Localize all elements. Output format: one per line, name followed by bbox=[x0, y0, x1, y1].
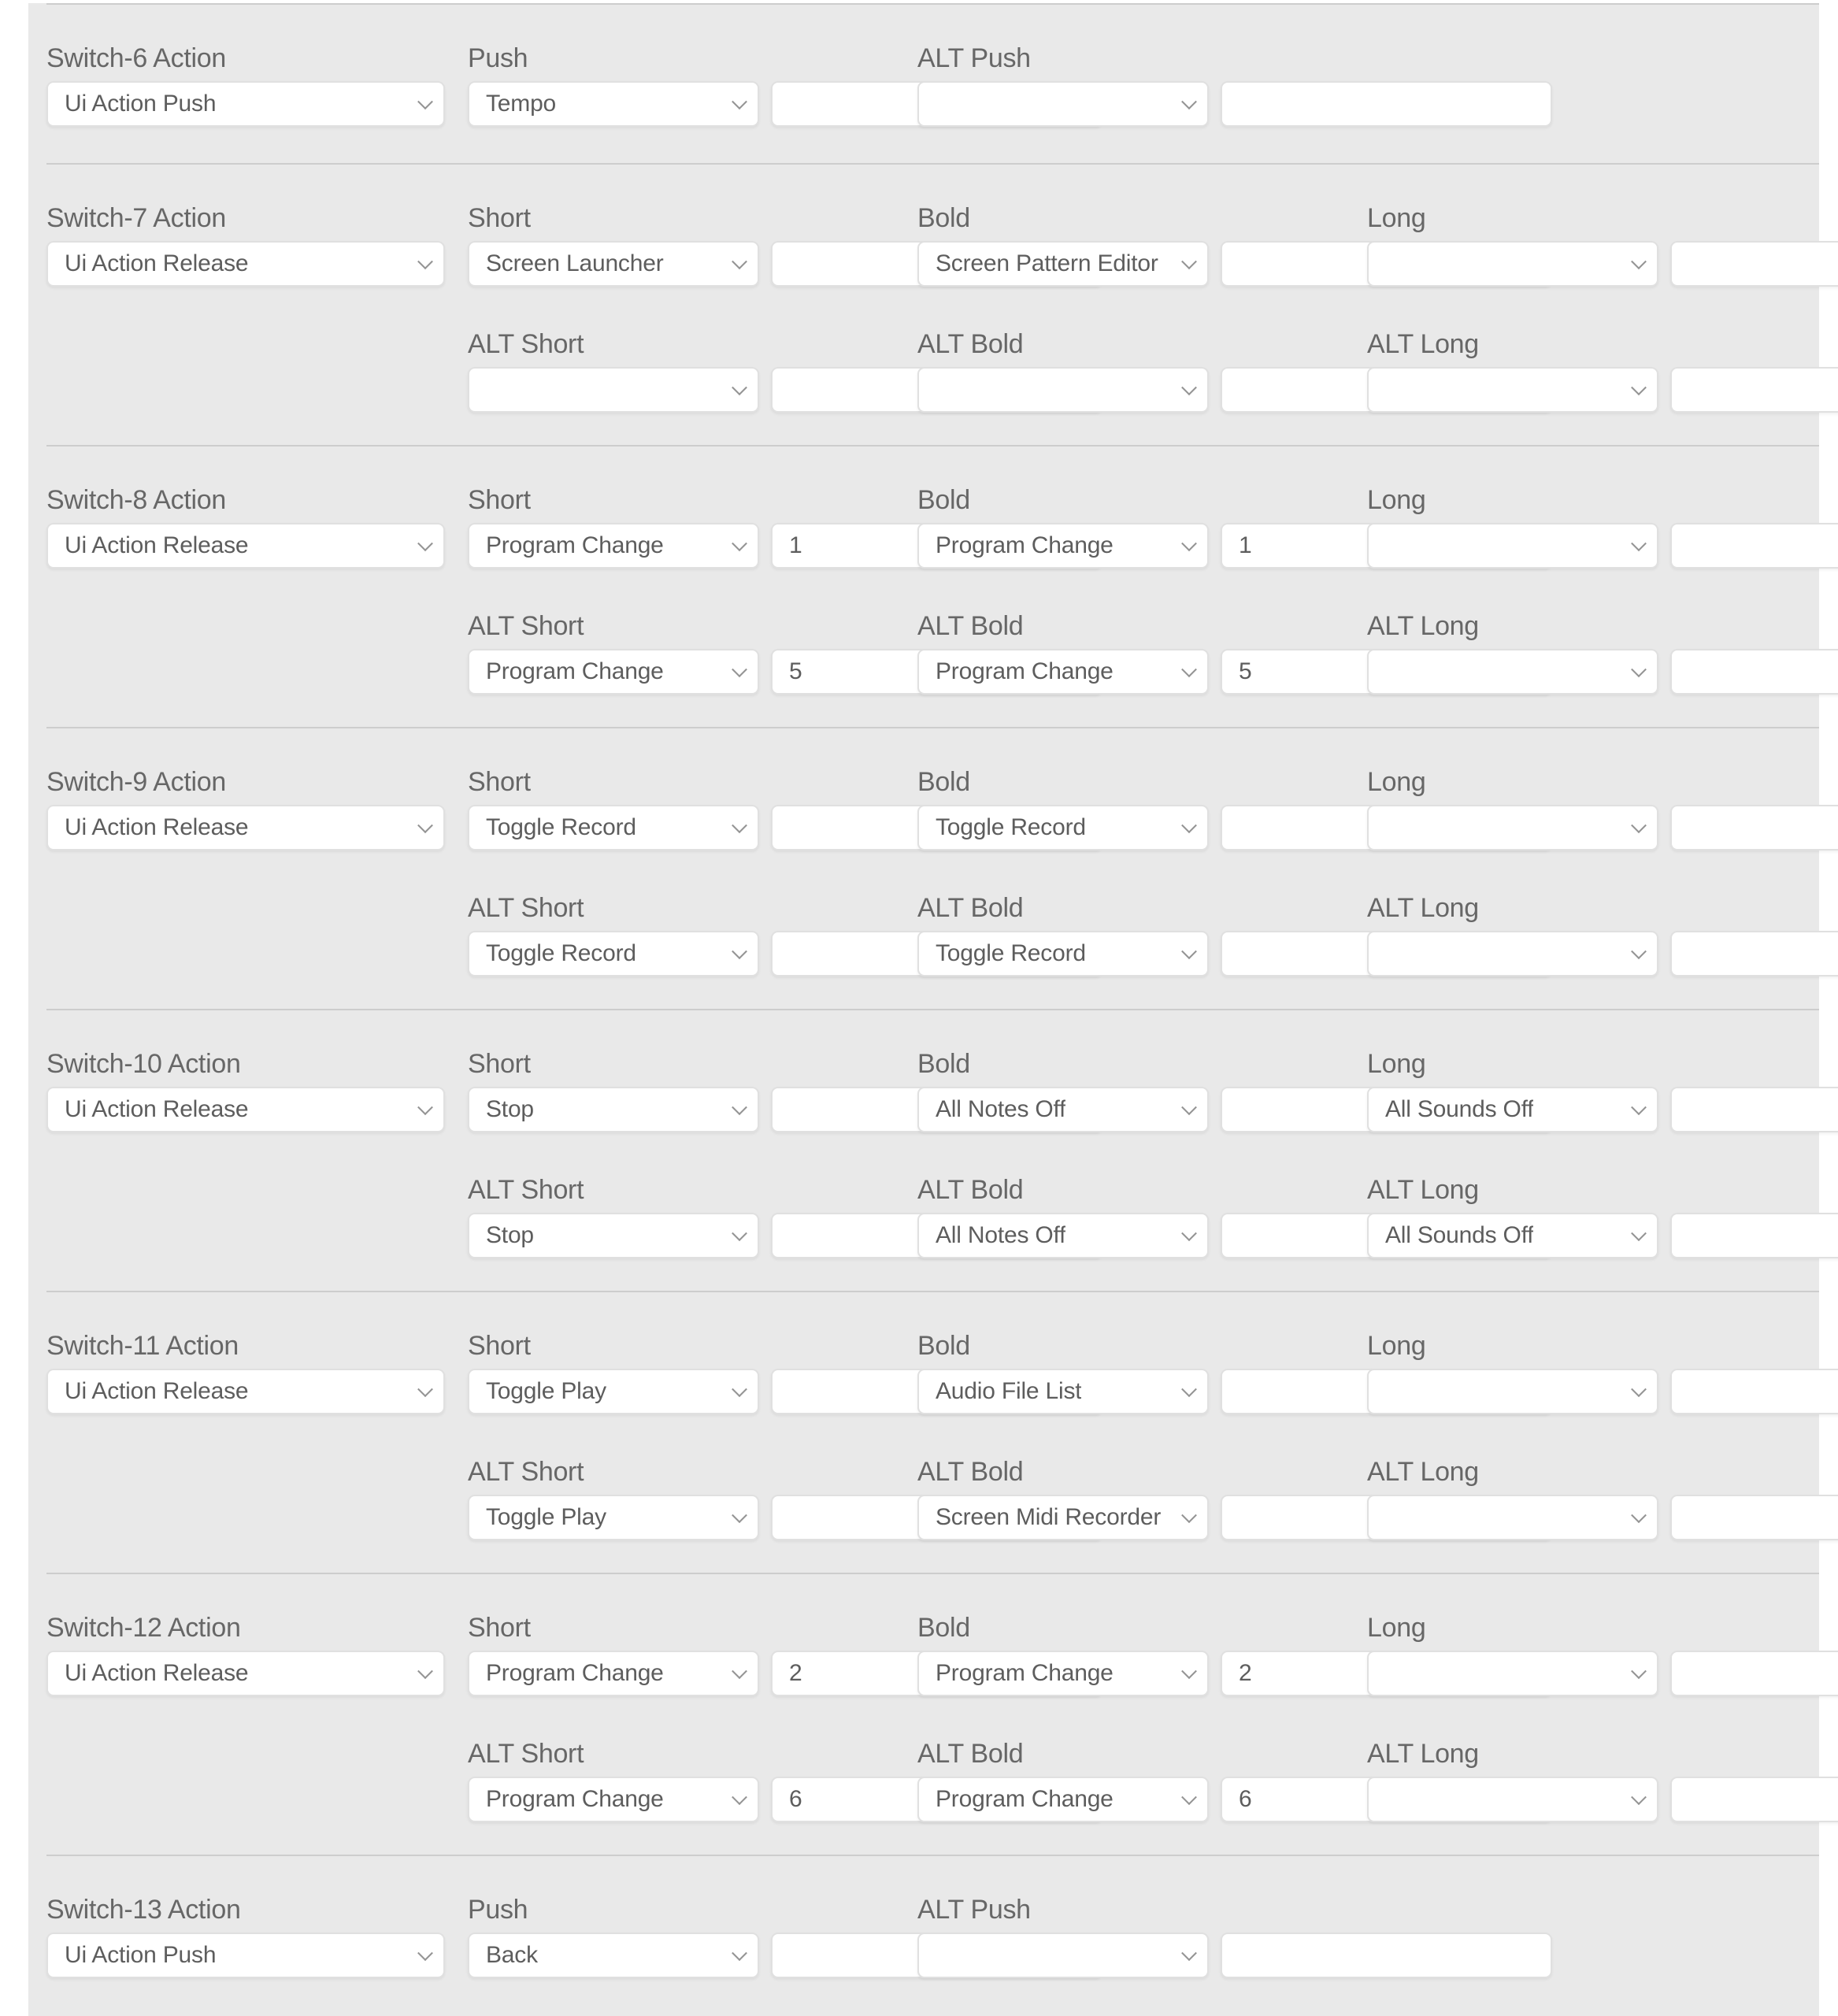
switch-10-action-alt-long-select[interactable] bbox=[1367, 1213, 1658, 1258]
chevron-down-icon bbox=[1631, 1225, 1647, 1241]
switch-7-action-bold-label: Bold bbox=[917, 203, 970, 233]
switch-7-action-long-label: Long bbox=[1367, 203, 1426, 233]
switch-11-action-alt-bold-label: ALT Bold bbox=[917, 1457, 1024, 1487]
switch-8-action-main-band bbox=[46, 484, 1794, 569]
switch-9-action-main-band bbox=[46, 765, 1794, 850]
switch-9-action-bold-label: Bold bbox=[917, 767, 970, 797]
switch-12-action-short-controls bbox=[468, 1651, 895, 1696]
switch-11-action-label: Switch-11 Action bbox=[46, 1331, 239, 1361]
switch-9-action-action-select[interactable] bbox=[46, 805, 445, 850]
chevron-down-icon bbox=[732, 662, 747, 677]
switch-6-action-push-label: Push bbox=[468, 43, 528, 73]
switch-12-action-alt-long-select[interactable] bbox=[1367, 1777, 1658, 1822]
switch-12-action-alt-bold-controls bbox=[917, 1777, 1344, 1822]
switch-11-action-action-select[interactable] bbox=[46, 1369, 445, 1414]
switch-6-action-action-selected-value: Ui Action Push bbox=[65, 91, 217, 117]
switch-13-action-alt-push-label: ALT Push bbox=[917, 1895, 1031, 1925]
switch-10-action-long-label: Long bbox=[1367, 1049, 1426, 1079]
switch-9-action-bold-controls bbox=[917, 805, 1344, 850]
switch-9-action-alt-bold-controls bbox=[917, 931, 1344, 976]
switch-8-action-alt-bold-label: ALT Bold bbox=[917, 611, 1024, 641]
switch-8-action-label: Switch-8 Action bbox=[46, 485, 226, 515]
switch-8-action-alt-short-controls bbox=[468, 649, 895, 695]
switch-12-action-short-selected-value: Program Change bbox=[486, 1660, 664, 1686]
switch-12-action-short-label: Short bbox=[468, 1613, 531, 1643]
switch-13-action-action-select[interactable] bbox=[46, 1933, 445, 1978]
chevron-down-icon bbox=[417, 1945, 433, 1961]
switch-13-action-push-controls bbox=[468, 1933, 895, 1978]
switch-12-action-short-select[interactable] bbox=[468, 1651, 759, 1696]
chevron-down-icon bbox=[417, 254, 433, 269]
chevron-down-icon bbox=[1631, 380, 1647, 395]
switch-12-action-bold-select[interactable] bbox=[917, 1651, 1209, 1696]
switch-8-action-alt-bold-select[interactable] bbox=[917, 649, 1209, 695]
switch-8-action-long-select[interactable] bbox=[1367, 523, 1658, 569]
switch-10-action-action-selected-value: Ui Action Release bbox=[65, 1096, 249, 1122]
switch-7-action-short-select[interactable] bbox=[468, 241, 759, 287]
switch-10-action-alt-long-label: ALT Long bbox=[1367, 1175, 1479, 1205]
switch-9-action-label: Switch-9 Action bbox=[46, 767, 226, 797]
switch-11-action-alt-long-number-input[interactable] bbox=[1670, 1495, 1838, 1540]
switch-12-action-action-select[interactable] bbox=[46, 1651, 445, 1696]
switch-12-action-action-selected-value: Ui Action Release bbox=[65, 1660, 249, 1686]
chevron-down-icon bbox=[732, 254, 747, 269]
switch-9-action-long-label: Long bbox=[1367, 767, 1426, 797]
switch-7-action-action-controls bbox=[46, 241, 445, 287]
switch-10-action-alt-bold-selected-value: All Notes Off bbox=[936, 1222, 1066, 1248]
switch-12-action-long-number-input[interactable] bbox=[1670, 1651, 1838, 1696]
switch-12-action-bold-label: Bold bbox=[917, 1613, 970, 1643]
switch-7-action-bold-controls bbox=[917, 241, 1344, 287]
switch-10-action-short-selected-value: Stop bbox=[486, 1096, 534, 1122]
switch-9-action-alt-short-select[interactable] bbox=[468, 931, 759, 976]
chevron-down-icon bbox=[732, 1225, 747, 1241]
switch-7-action-bold-select[interactable] bbox=[917, 241, 1209, 287]
switch-7-action-alt-bold-controls bbox=[917, 367, 1344, 413]
switch-12-action-alt-short-controls bbox=[468, 1777, 895, 1822]
switch-7-action-action-selected-value: Ui Action Release bbox=[65, 250, 249, 276]
switch-10-action-long-number-input[interactable] bbox=[1670, 1087, 1838, 1132]
switch-11-action-alt-long-controls bbox=[1367, 1495, 1794, 1540]
switch-12-action-long-select[interactable] bbox=[1367, 1651, 1658, 1696]
switch-11-action-alt-short-select[interactable] bbox=[468, 1495, 759, 1540]
switch-12-action-alt-bold-select[interactable] bbox=[917, 1777, 1209, 1822]
chevron-down-icon bbox=[732, 94, 747, 109]
switch-6-action-row bbox=[46, 3, 1819, 163]
switch-10-action-bold-selected-value: All Notes Off bbox=[936, 1096, 1066, 1122]
chevron-down-icon bbox=[417, 1099, 433, 1115]
switch-6-action-alt-push-controls bbox=[917, 81, 1344, 127]
chevron-down-icon bbox=[417, 1663, 433, 1679]
switch-10-action-short-label: Short bbox=[468, 1049, 531, 1079]
switch-13-action-action-controls bbox=[46, 1933, 445, 1978]
switch-10-action-label: Switch-10 Action bbox=[46, 1049, 241, 1079]
switch-12-action-long-controls bbox=[1367, 1651, 1794, 1696]
switch-8-action-alt-long-label: ALT Long bbox=[1367, 611, 1479, 641]
switch-12-action-alt-band bbox=[46, 1737, 1794, 1822]
switch-7-action-short-label: Short bbox=[468, 203, 531, 233]
switch-8-action-alt-long-select[interactable] bbox=[1367, 649, 1658, 695]
switch-6-action-alt-push-number-input[interactable] bbox=[1221, 81, 1552, 127]
switch-6-action-alt-push-label: ALT Push bbox=[917, 43, 1031, 73]
switch-8-action-long-label: Long bbox=[1367, 485, 1426, 515]
switch-9-action-bold-selected-value: Toggle Record bbox=[936, 814, 1086, 840]
switch-9-action-bold-select[interactable] bbox=[917, 805, 1209, 850]
switch-11-action-alt-bold-selected-value: Screen Midi Recorder bbox=[936, 1504, 1162, 1530]
switch-13-action-alt-push-number-input[interactable] bbox=[1221, 1933, 1552, 1978]
switch-actions-panel bbox=[28, 3, 1819, 2016]
switch-8-action-short-label: Short bbox=[468, 485, 531, 515]
chevron-down-icon bbox=[1181, 1099, 1197, 1115]
switch-8-action-action-select[interactable] bbox=[46, 523, 445, 569]
chevron-down-icon bbox=[1181, 94, 1197, 109]
switch-11-action-alt-band bbox=[46, 1455, 1794, 1540]
switch-10-action-long-select[interactable] bbox=[1367, 1087, 1658, 1132]
switch-11-action-long-label: Long bbox=[1367, 1331, 1426, 1361]
switch-7-action-long-controls bbox=[1367, 241, 1794, 287]
switch-7-action-short-selected-value: Screen Launcher bbox=[486, 250, 664, 276]
switch-11-action-long-select[interactable] bbox=[1367, 1369, 1658, 1414]
switch-9-action-long-controls bbox=[1367, 805, 1794, 850]
switch-11-action-bold-label: Bold bbox=[917, 1331, 970, 1361]
chevron-down-icon bbox=[1631, 943, 1647, 959]
switch-8-action-short-controls bbox=[468, 523, 895, 569]
switch-10-action-short-select[interactable] bbox=[468, 1087, 759, 1132]
switch-6-action-push-controls bbox=[468, 81, 895, 127]
chevron-down-icon bbox=[1181, 1789, 1197, 1805]
chevron-down-icon bbox=[732, 536, 747, 551]
switch-12-action-bold-selected-value: Program Change bbox=[936, 1660, 1114, 1686]
chevron-down-icon bbox=[732, 943, 747, 959]
switch-11-action-alt-long-label: ALT Long bbox=[1367, 1457, 1479, 1487]
switch-8-action-short-select[interactable] bbox=[468, 523, 759, 569]
switch-8-action-alt-short-label: ALT Short bbox=[468, 611, 584, 641]
switch-8-action-long-controls bbox=[1367, 523, 1794, 569]
switch-9-action-short-controls bbox=[468, 805, 895, 850]
switch-7-action-alt-long-controls bbox=[1367, 367, 1794, 413]
switch-7-action-label: Switch-7 Action bbox=[46, 203, 226, 233]
switch-12-action-alt-short-selected-value: Program Change bbox=[486, 1786, 664, 1812]
switch-6-action-push-select[interactable] bbox=[468, 81, 759, 127]
switch-11-action-alt-short-selected-value: Toggle Play bbox=[486, 1504, 606, 1530]
switch-10-action-bold-select[interactable] bbox=[917, 1087, 1209, 1132]
switch-13-action-push-label: Push bbox=[468, 1895, 528, 1925]
switch-11-action-action-selected-value: Ui Action Release bbox=[65, 1378, 249, 1404]
switch-12-action-alt-long-controls bbox=[1367, 1777, 1794, 1822]
switch-9-action-alt-bold-selected-value: Toggle Record bbox=[936, 940, 1086, 966]
switch-7-action-long-number-input[interactable] bbox=[1670, 241, 1838, 287]
chevron-down-icon bbox=[1631, 662, 1647, 677]
switch-8-action-bold-label: Bold bbox=[917, 485, 970, 515]
switch-11-action-short-label: Short bbox=[468, 1331, 531, 1361]
switch-9-action-alt-band bbox=[46, 891, 1794, 976]
chevron-down-icon bbox=[732, 817, 747, 833]
switch-10-action-alt-band bbox=[46, 1173, 1794, 1258]
switch-10-action-main-band bbox=[46, 1047, 1794, 1132]
switch-9-action-alt-long-select[interactable] bbox=[1367, 931, 1658, 976]
switch-10-action-alt-long-number-input[interactable] bbox=[1670, 1213, 1838, 1258]
switch-10-action-alt-short-selected-value: Stop bbox=[486, 1222, 534, 1248]
switch-13-action-action-selected-value: Ui Action Push bbox=[65, 1942, 217, 1968]
chevron-down-icon bbox=[417, 817, 433, 833]
switch-10-action-long-selected-value: All Sounds Off bbox=[1385, 1096, 1534, 1122]
switch-11-action-main-band bbox=[46, 1329, 1794, 1414]
switch-13-action-push-select[interactable] bbox=[468, 1933, 759, 1978]
switch-10-action-alt-long-selected-value: All Sounds Off bbox=[1385, 1222, 1534, 1248]
switch-7-action-alt-short-label: ALT Short bbox=[468, 329, 584, 359]
switch-13-action-label: Switch-13 Action bbox=[46, 1895, 241, 1925]
switch-9-action-alt-long-label: ALT Long bbox=[1367, 893, 1479, 923]
chevron-down-icon bbox=[1181, 1507, 1197, 1523]
switch-10-action-alt-bold-select[interactable] bbox=[917, 1213, 1209, 1258]
chevron-down-icon bbox=[1181, 536, 1197, 551]
switch-12-action-label: Switch-12 Action bbox=[46, 1613, 241, 1643]
chevron-down-icon bbox=[1181, 1225, 1197, 1241]
switch-12-action-alt-bold-label: ALT Bold bbox=[917, 1739, 1024, 1769]
switch-8-action-action-selected-value: Ui Action Release bbox=[65, 532, 249, 558]
switch-9-action-alt-short-controls bbox=[468, 931, 895, 976]
chevron-down-icon bbox=[1631, 254, 1647, 269]
switch-10-action-action-select[interactable] bbox=[46, 1087, 445, 1132]
switch-11-action-bold-selected-value: Audio File List bbox=[936, 1378, 1082, 1404]
chevron-down-icon bbox=[417, 536, 433, 551]
switch-11-action-short-select[interactable] bbox=[468, 1369, 759, 1414]
switch-6-action-action-select[interactable] bbox=[46, 81, 445, 127]
switch-6-action-main-band bbox=[46, 42, 1794, 127]
switch-12-action-action-controls bbox=[46, 1651, 445, 1696]
switch-9-action-short-label: Short bbox=[468, 767, 531, 797]
switch-12-action-long-label: Long bbox=[1367, 1613, 1426, 1643]
switch-8-action-alt-bold-controls bbox=[917, 649, 1344, 695]
chevron-down-icon bbox=[1181, 380, 1197, 395]
switch-7-action-alt-long-label: ALT Long bbox=[1367, 329, 1479, 359]
switch-8-action-short-selected-value: Program Change bbox=[486, 532, 664, 558]
switch-10-action-action-controls bbox=[46, 1087, 445, 1132]
switch-9-action-action-controls bbox=[46, 805, 445, 850]
switch-8-action-alt-long-number-input[interactable] bbox=[1670, 649, 1838, 695]
switch-8-action-alt-band bbox=[46, 610, 1794, 695]
chevron-down-icon bbox=[732, 1789, 747, 1805]
switch-9-action-alt-bold-label: ALT Bold bbox=[917, 893, 1024, 923]
chevron-down-icon bbox=[1631, 1663, 1647, 1679]
chevron-down-icon bbox=[732, 1099, 747, 1115]
switch-9-action-short-select[interactable] bbox=[468, 805, 759, 850]
switch-9-action-long-number-input[interactable] bbox=[1670, 805, 1838, 850]
switch-6-action-action-controls bbox=[46, 81, 445, 127]
chevron-down-icon bbox=[732, 1507, 747, 1523]
chevron-down-icon bbox=[1631, 1507, 1647, 1523]
switch-10-action-bold-controls bbox=[917, 1087, 1344, 1132]
switch-13-action-push-selected-value: Back bbox=[486, 1942, 538, 1968]
switch-11-action-long-controls bbox=[1367, 1369, 1794, 1414]
switch-9-action-alt-bold-select[interactable] bbox=[917, 931, 1209, 976]
switch-11-action-row bbox=[46, 1291, 1819, 1573]
switch-9-action-alt-short-selected-value: Toggle Record bbox=[486, 940, 636, 966]
switch-13-action-alt-push-select[interactable] bbox=[917, 1933, 1209, 1978]
switch-10-action-alt-short-controls bbox=[468, 1213, 895, 1258]
switch-7-action-alt-short-controls bbox=[468, 367, 895, 413]
switch-12-action-alt-short-label: ALT Short bbox=[468, 1739, 584, 1769]
switch-7-action-main-band bbox=[46, 202, 1794, 287]
chevron-down-icon bbox=[1181, 254, 1197, 269]
switch-8-action-bold-select[interactable] bbox=[917, 523, 1209, 569]
switch-7-action-alt-long-number-input[interactable] bbox=[1670, 367, 1838, 413]
switch-7-action-alt-long-select[interactable] bbox=[1367, 367, 1658, 413]
chevron-down-icon bbox=[417, 1381, 433, 1397]
switch-7-action-alt-short-select[interactable] bbox=[468, 367, 759, 413]
switch-11-action-alt-bold-select[interactable] bbox=[917, 1495, 1209, 1540]
switch-7-action-alt-bold-label: ALT Bold bbox=[917, 329, 1024, 359]
switch-8-action-row bbox=[46, 445, 1819, 727]
switch-7-action-long-select[interactable] bbox=[1367, 241, 1658, 287]
switch-9-action-long-select[interactable] bbox=[1367, 805, 1658, 850]
switch-11-action-alt-long-select[interactable] bbox=[1367, 1495, 1658, 1540]
switch-11-action-bold-select[interactable] bbox=[917, 1369, 1209, 1414]
switch-10-action-alt-long-controls bbox=[1367, 1213, 1794, 1258]
switch-7-action-alt-band bbox=[46, 328, 1794, 413]
switch-11-action-alt-short-label: ALT Short bbox=[468, 1457, 584, 1487]
chevron-down-icon bbox=[1181, 662, 1197, 677]
switch-9-action-alt-short-label: ALT Short bbox=[468, 893, 584, 923]
switch-11-action-bold-controls bbox=[917, 1369, 1344, 1414]
switch-8-action-long-number-input[interactable] bbox=[1670, 523, 1838, 569]
switch-8-action-bold-controls bbox=[917, 523, 1344, 569]
switch-12-action-alt-bold-selected-value: Program Change bbox=[936, 1786, 1114, 1812]
switch-9-action-action-selected-value: Ui Action Release bbox=[65, 814, 249, 840]
chevron-down-icon bbox=[732, 1663, 747, 1679]
switch-10-action-alt-bold-label: ALT Bold bbox=[917, 1175, 1024, 1205]
switch-12-action-alt-long-number-input[interactable] bbox=[1670, 1777, 1838, 1822]
switch-11-action-alt-short-controls bbox=[468, 1495, 895, 1540]
switch-8-action-action-controls bbox=[46, 523, 445, 569]
switch-8-action-alt-long-controls bbox=[1367, 649, 1794, 695]
switch-10-action-long-controls bbox=[1367, 1087, 1794, 1132]
switch-9-action-short-selected-value: Toggle Record bbox=[486, 814, 636, 840]
switch-11-action-short-selected-value: Toggle Play bbox=[486, 1378, 606, 1404]
chevron-down-icon bbox=[732, 1945, 747, 1961]
switch-11-action-action-controls bbox=[46, 1369, 445, 1414]
chevron-down-icon bbox=[417, 94, 433, 109]
chevron-down-icon bbox=[1631, 1381, 1647, 1397]
switch-10-action-alt-bold-controls bbox=[917, 1213, 1344, 1258]
switch-7-action-action-select[interactable] bbox=[46, 241, 445, 287]
chevron-down-icon bbox=[732, 380, 747, 395]
switch-9-action-alt-long-number-input[interactable] bbox=[1670, 931, 1838, 976]
switch-12-action-row bbox=[46, 1573, 1819, 1855]
switch-11-action-long-number-input[interactable] bbox=[1670, 1369, 1838, 1414]
chevron-down-icon bbox=[1631, 536, 1647, 551]
chevron-down-icon bbox=[1631, 1099, 1647, 1115]
switch-10-action-alt-short-label: ALT Short bbox=[468, 1175, 584, 1205]
switch-7-action-bold-selected-value: Screen Pattern Editor bbox=[936, 250, 1158, 276]
switch-11-action-short-controls bbox=[468, 1369, 895, 1414]
switch-7-action-short-controls bbox=[468, 241, 895, 287]
switch-10-action-row bbox=[46, 1009, 1819, 1291]
switch-8-action-bold-selected-value: Program Change bbox=[936, 532, 1114, 558]
switch-7-action-row bbox=[46, 163, 1819, 445]
switch-12-action-bold-controls bbox=[917, 1651, 1344, 1696]
switch-13-action-alt-push-controls bbox=[917, 1933, 1344, 1978]
chevron-down-icon bbox=[1181, 1945, 1197, 1961]
chevron-down-icon bbox=[732, 1381, 747, 1397]
chevron-down-icon bbox=[1181, 943, 1197, 959]
switch-8-action-alt-short-selected-value: Program Change bbox=[486, 658, 664, 684]
chevron-down-icon bbox=[1181, 1663, 1197, 1679]
switch-9-action-alt-long-controls bbox=[1367, 931, 1794, 976]
switch-7-action-alt-bold-select[interactable] bbox=[917, 367, 1209, 413]
switch-12-action-alt-short-select[interactable] bbox=[468, 1777, 759, 1822]
chevron-down-icon bbox=[1181, 1381, 1197, 1397]
switch-8-action-alt-bold-selected-value: Program Change bbox=[936, 658, 1114, 684]
switch-10-action-alt-short-select[interactable] bbox=[468, 1213, 759, 1258]
switch-10-action-bold-label: Bold bbox=[917, 1049, 970, 1079]
switch-11-action-alt-bold-controls bbox=[917, 1495, 1344, 1540]
switch-13-action-row bbox=[46, 1855, 1819, 2014]
switch-12-action-main-band bbox=[46, 1611, 1794, 1696]
chevron-down-icon bbox=[1631, 1789, 1647, 1805]
chevron-down-icon bbox=[1631, 817, 1647, 833]
switch-10-action-short-controls bbox=[468, 1087, 895, 1132]
switch-12-action-alt-long-label: ALT Long bbox=[1367, 1739, 1479, 1769]
switch-6-action-alt-push-select[interactable] bbox=[917, 81, 1209, 127]
switch-13-action-main-band bbox=[46, 1893, 1794, 1978]
switch-6-action-push-selected-value: Tempo bbox=[486, 91, 557, 117]
switch-9-action-row bbox=[46, 727, 1819, 1009]
chevron-down-icon bbox=[1181, 817, 1197, 833]
switch-8-action-alt-short-select[interactable] bbox=[468, 649, 759, 695]
switch-6-action-label: Switch-6 Action bbox=[46, 43, 226, 73]
